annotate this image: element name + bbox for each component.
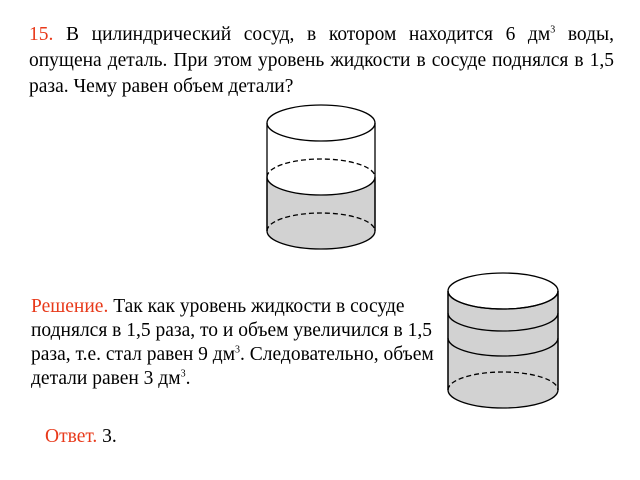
problem-text-part-2: воды, опущена деталь. При этом уровень жидкости в сосуде поднялся в 1,5 раза. Чему равен объем детали? bbox=[29, 24, 614, 97]
solution-text-part-3: . bbox=[185, 368, 191, 389]
answer-block bbox=[45, 425, 117, 449]
solution-label: Решение. bbox=[31, 296, 109, 317]
solution-unit-exponent-1: 3 bbox=[235, 344, 241, 356]
answer-label: Ответ. bbox=[45, 426, 98, 447]
liquid-surface-back-edge bbox=[267, 159, 375, 177]
cylinder-top-rim bbox=[448, 273, 558, 309]
cylinder-raised-illustration bbox=[443, 266, 568, 418]
problem-statement bbox=[29, 22, 614, 100]
cylinder-initial-illustration bbox=[262, 100, 382, 250]
solution-text-part-1: Так как уровень жидкости в сосуде поднялся в 1,5 раза, то и объем увеличился в 1,5 раза, т.е. стал равен 9 дм bbox=[31, 296, 432, 365]
answer-value: 3. bbox=[97, 426, 117, 447]
cylinder-top-rim bbox=[267, 105, 375, 141]
solution-block bbox=[31, 295, 451, 391]
solution-text-part-2: . Следовательно, объем детали равен 3 дм bbox=[31, 344, 434, 389]
problem-number: 15. bbox=[29, 24, 54, 45]
solution-unit-exponent-2: 3 bbox=[180, 368, 186, 380]
problem-unit-exponent: 3 bbox=[550, 24, 556, 36]
problem-text-part-1: В цилиндрический сосуд, в котором находится 6 дм bbox=[66, 24, 551, 45]
